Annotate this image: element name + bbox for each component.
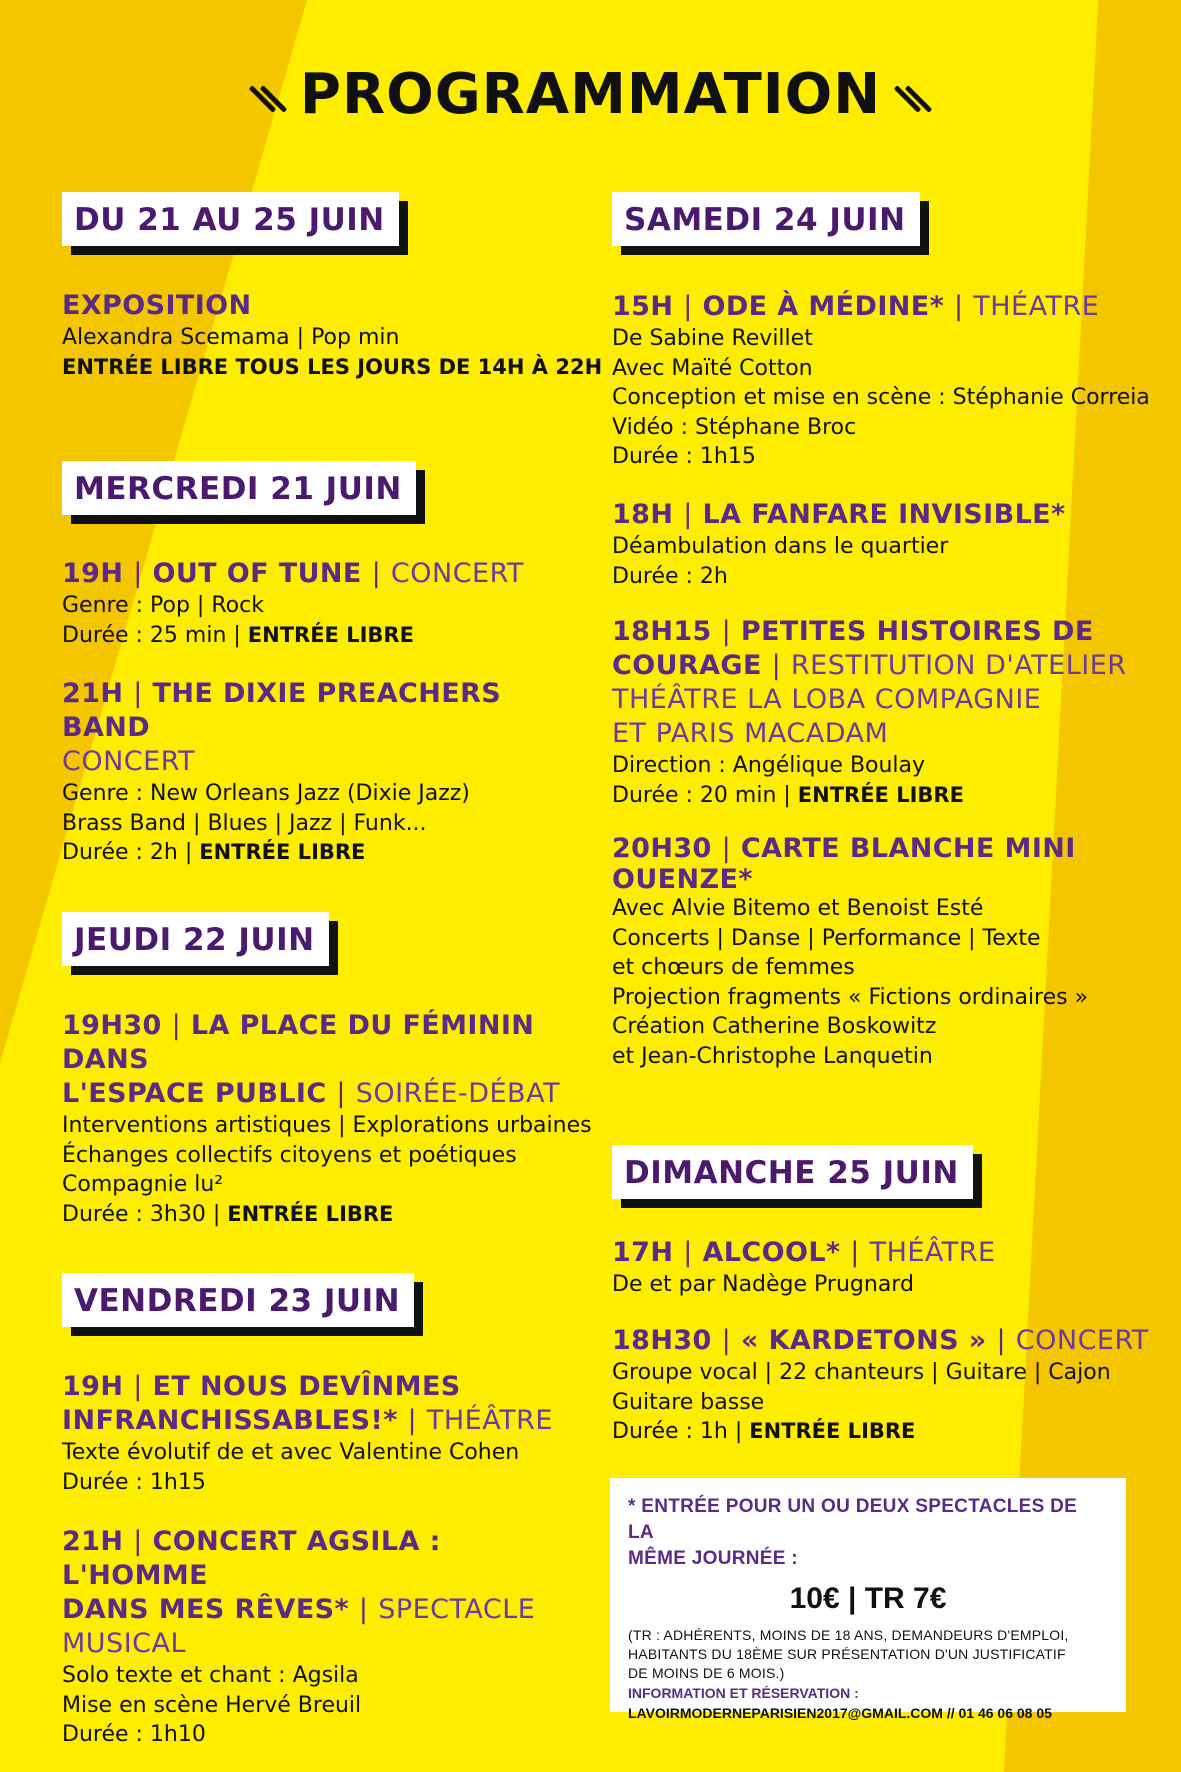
event-line: Échanges collectifs citoyens et poétiques [62, 1142, 517, 1168]
event-title: 19H | ET NOUS DEVÎNMES [62, 1371, 461, 1402]
event-title: 18H | LA FANFARE INVISIBLE* [612, 499, 1066, 530]
day-label-expo: DU 21 AU 25 JUIN [62, 192, 399, 246]
event-duration: Durée : 20 min | ENTRÉE LIBRE [612, 782, 964, 808]
event-duration: Durée : 2h | ENTRÉE LIBRE [62, 840, 366, 865]
event-duration: Durée : 1h15 [62, 1469, 206, 1495]
title-text: PROGRAMMATION [299, 62, 882, 127]
event-category: THÉÂTRE LA LOBA COMPAGNIE [612, 684, 1042, 715]
event-line: Alexandra Scemama | Pop min [62, 325, 400, 350]
pricing-note: DE MOINS DE 6 MOIS.) [628, 1665, 785, 1681]
event-duration: Durée : 1h | ENTRÉE LIBRE [612, 1419, 916, 1444]
event-title-continued: L'ESPACE PUBLIC | SOIRÉE-DÉBAT [62, 1078, 560, 1109]
event-duration: Durée : 3h30 | ENTRÉE LIBRE [62, 1201, 394, 1227]
day-label-sunday: DIMANCHE 25 JUIN [612, 1145, 973, 1199]
event-line: Texte évolutif de et avec Valentine Cohen [62, 1440, 520, 1465]
event-duration: Durée : 1h15 [612, 444, 756, 469]
event-nous-devinmes [62, 1370, 582, 1497]
event-styles: Groupe vocal | 22 chanteurs | Guitare | Cajon [612, 1360, 1111, 1385]
event-concert-agsila [62, 1525, 582, 1750]
day-label-wednesday: MERCREDI 21 JUIN [62, 461, 416, 515]
event-title: EXPOSITION [62, 290, 252, 321]
event-ode-a-medine [612, 290, 1152, 472]
event-free-entry: ENTRÉE LIBRE TOUS LES JOURS DE 14H À 22H [62, 354, 603, 379]
reservation-contact: LAVOIRMODERNEPARISIEN2017@GMAIL.COM // 01 46 06 08 05 [628, 1705, 1052, 1721]
event-title-continued: OUENZE* [612, 864, 753, 895]
event-genre: Genre : Pop | Rock [62, 593, 264, 618]
event-place-du-feminin [62, 1009, 592, 1229]
event-line: Projection fragments « Fictions ordinaires » [612, 984, 1089, 1010]
event-title: 20H30 | CARTE BLANCHE MINI [612, 833, 1076, 864]
event-petites-histoires [612, 615, 1152, 810]
event-duration: Durée : 2h [612, 563, 728, 589]
event-line: De Sabine Revillet [612, 326, 813, 351]
event-styles: Concerts | Danse | Performance | Texte [612, 925, 1041, 951]
event-title: 21H | THE DIXIE PREACHERS BAND [62, 678, 502, 743]
event-category: CONCERT [62, 746, 196, 777]
event-title: 19H30 | LA PLACE DU FÉMININ DANS [62, 1010, 535, 1075]
event-line: Avec Alvie Bitemo et Benoist Esté [612, 896, 984, 921]
event-title: 18H15 | PETITES HISTOIRES DE [612, 616, 1094, 647]
event-title: 17H | ALCOOL* | THÉÂTRE [612, 1237, 996, 1268]
day-label-friday: VENDREDI 23 JUIN [62, 1273, 414, 1327]
event-duration: Durée : 1h10 [62, 1722, 206, 1747]
day-label-thursday: JEUDI 22 JUIN [62, 912, 329, 966]
event-title: 15H | ODE À MÉDINE* | THÉATRE [612, 291, 1100, 322]
page-title [0, 62, 1181, 130]
pricing-note: HABITANTS DU 18ÈME SUR PRÉSENTATION D'UN JUSTIFICATIF [628, 1646, 1066, 1662]
event-exposition [62, 289, 603, 382]
event-category: MUSICAL [62, 1628, 187, 1659]
event-category: ET PARIS MACADAM [612, 718, 889, 749]
event-fanfare-invisible [612, 498, 1152, 591]
sound-lines-right-icon [902, 65, 924, 130]
event-line: et chœurs de femmes [612, 955, 855, 980]
event-title-continued: DANS MES RÊVES* | SPECTACLE [62, 1594, 536, 1625]
event-line: et Jean-Christophe Lanquetin [612, 1043, 933, 1069]
event-title: 21H | CONCERT AGSILA : L'HOMME [62, 1526, 441, 1591]
pricing-heading: * ENTRÉE POUR UN OU DEUX SPECTACLES DE LA [628, 1496, 1078, 1543]
pricing-note: (TR : ADHÉRENTS, MOINS DE 18 ANS, DEMANDEURS D'EMPLOI, [628, 1627, 1069, 1643]
event-line: Vidéo : Stéphane Broc [612, 414, 857, 440]
event-title-continued: COURAGE | RESTITUTION D'ATELIER [612, 650, 1127, 681]
event-kardetons [612, 1324, 1152, 1447]
event-out-of-tune [62, 557, 582, 650]
event-dixie-preachers [62, 677, 582, 868]
event-carte-blanche [612, 832, 1152, 1071]
event-title: 18H30 | « KARDETONS » | CONCERT [612, 1325, 1149, 1356]
event-line: Mise en scène Hervé Breuil [62, 1692, 362, 1718]
event-title-continued: INFRANCHISSABLES!* | THÉÂTRE [62, 1405, 553, 1436]
day-label-saturday: SAMEDI 24 JUIN [612, 192, 920, 246]
event-company: Compagnie lu² [62, 1172, 224, 1197]
event-line: Avec Maïté Cotton [612, 355, 813, 381]
event-styles: Brass Band | Blues | Jazz | Funk... [62, 810, 427, 836]
event-title: 19H | OUT OF TUNE | CONCERT [62, 558, 524, 589]
event-line: Guitare basse [612, 1389, 765, 1415]
sound-lines-left-icon [257, 65, 279, 130]
event-duration: Durée : 25 min | ENTRÉE LIBRE [62, 622, 414, 648]
event-line: Solo texte et chant : Agsila [62, 1663, 359, 1688]
event-line: De et par Nadège Prugnard [612, 1272, 914, 1297]
event-line: Interventions artistiques | Explorations urbaines [62, 1113, 592, 1138]
pricing-info-box [610, 1478, 1126, 1721]
event-line: Déambulation dans le quartier [612, 534, 949, 559]
reservation-heading: INFORMATION ET RÉSERVATION : [628, 1685, 859, 1701]
pricing-heading-continued: MÊME JOURNÉE : [628, 1548, 798, 1569]
event-line: Conception et mise en scène : Stéphanie Correia [612, 385, 1150, 410]
event-line: Création Catherine Boskowitz [612, 1014, 937, 1039]
pricing-amount: 10€ | TR 7€ [789, 1582, 947, 1615]
event-line: Direction : Angélique Boulay [612, 753, 926, 778]
event-alcool [612, 1236, 1152, 1300]
event-genre: Genre : New Orleans Jazz (Dixie Jazz) [62, 781, 470, 806]
